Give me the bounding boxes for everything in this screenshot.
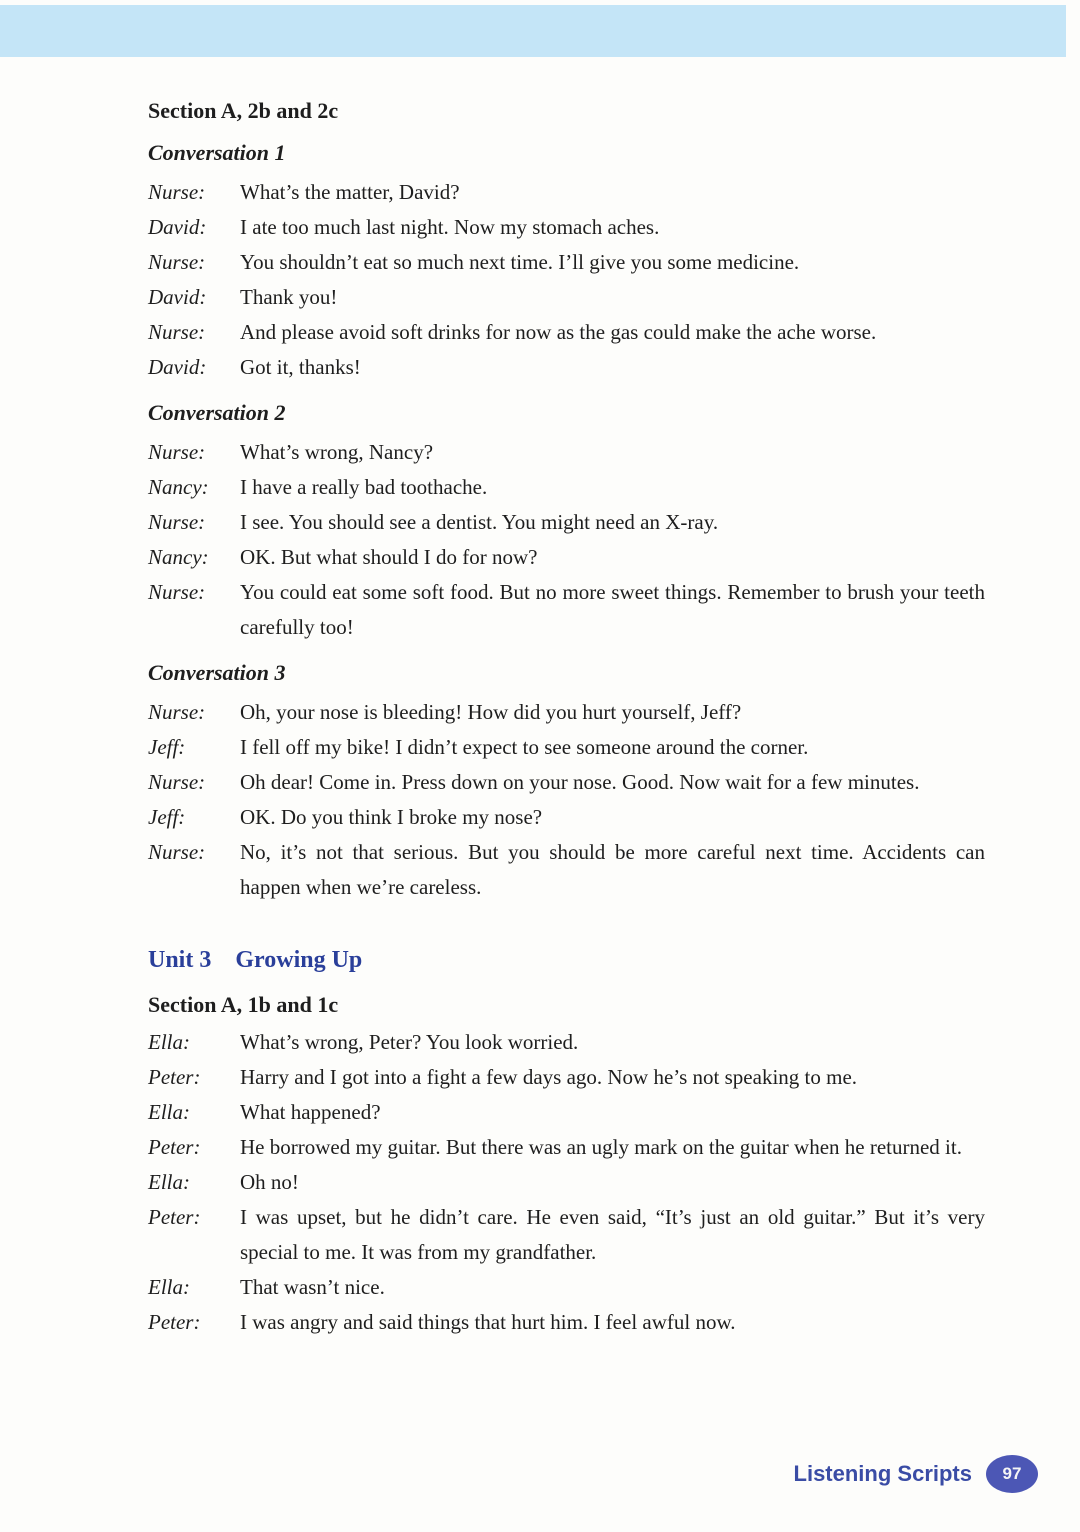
dialogue-row xyxy=(148,1305,985,1340)
footer-label: Listening Scripts xyxy=(793,1461,972,1486)
unit-title: Growing Up xyxy=(235,947,363,973)
utterance-text: Got it, thanks! xyxy=(240,355,361,379)
utterance-text: You shouldn’t eat so much next time. I’ll give you some medicine. xyxy=(240,250,800,274)
speaker-label: Nurse: xyxy=(148,320,206,344)
speaker-label: Ella: xyxy=(148,1030,190,1054)
dialogue-row xyxy=(148,435,985,470)
utterance-text: I fell off my bike! I didn’t expect to see someone around the corner. xyxy=(240,735,809,759)
speaker-label: Peter: xyxy=(148,1065,201,1089)
dialogue-row xyxy=(148,730,985,765)
dialogue-row xyxy=(148,765,985,800)
dialogue-row xyxy=(148,1130,985,1165)
speaker-label: Nurse: xyxy=(148,250,206,274)
speaker-label: Nurse: xyxy=(148,440,206,464)
conversation-3 xyxy=(148,659,985,905)
conversation-3-title: Conversation 3 xyxy=(148,660,286,685)
utterance-text: No, it’s not that serious. But you should be more careful next time. Accidents can happen when we’re careless. xyxy=(240,840,985,899)
dialogue-row xyxy=(148,1200,985,1270)
speaker-label: Ella: xyxy=(148,1275,190,1299)
utterance-text: Oh dear! Come in. Press down on your nose. Good. Now wait for a few minutes. xyxy=(240,770,920,794)
dialogue-row xyxy=(148,350,985,385)
dialogue-row xyxy=(148,505,985,540)
utterance-text: Oh, your nose is bleeding! How did you hurt yourself, Jeff? xyxy=(240,700,742,724)
speaker-label: Nurse: xyxy=(148,700,206,724)
dialogue-row xyxy=(148,695,985,730)
utterance-text: Thank you! xyxy=(240,285,338,309)
dialogue-row xyxy=(148,315,985,350)
page-footer xyxy=(794,1455,1038,1493)
conversation-2-title: Conversation 2 xyxy=(148,400,286,425)
page-number-badge xyxy=(986,1455,1038,1493)
dialogue-row xyxy=(148,800,985,835)
section-heading-1b-1c: Section A, 1b and 1c xyxy=(148,992,339,1017)
listening-scripts-content xyxy=(0,57,1080,1340)
page xyxy=(0,5,1080,1532)
conversation-1-title: Conversation 1 xyxy=(148,140,286,165)
speaker-label: Jeff: xyxy=(148,805,186,829)
page-header-band xyxy=(0,5,1066,57)
dialogue-row xyxy=(148,1270,985,1305)
dialogue-row xyxy=(148,540,985,575)
speaker-label: Nurse: xyxy=(148,840,206,864)
utterance-text: Oh no! xyxy=(240,1170,299,1194)
utterance-text: You could eat some soft food. But no more sweet things. Remember to brush your teeth carefully too! xyxy=(240,580,985,639)
dialogue-row xyxy=(148,175,985,210)
speaker-label: Nurse: xyxy=(148,770,206,794)
utterance-text: What’s the matter, David? xyxy=(240,180,460,204)
speaker-label: Peter: xyxy=(148,1310,201,1334)
utterance-text: I see. You should see a dentist. You might need an X-ray. xyxy=(240,510,719,534)
page-number: 97 xyxy=(1002,1464,1022,1483)
utterance-text: I ate too much last night. Now my stomach aches. xyxy=(240,215,660,239)
dialogue-row xyxy=(148,1165,985,1200)
utterance-text: What happened? xyxy=(240,1100,381,1124)
conversation-1 xyxy=(148,139,985,385)
speaker-label: Peter: xyxy=(148,1205,201,1229)
dialogue-row xyxy=(148,210,985,245)
speaker-label: Jeff: xyxy=(148,735,186,759)
speaker-label: Nancy: xyxy=(148,475,209,499)
unit-3-heading xyxy=(148,945,985,975)
speaker-label: David: xyxy=(148,285,207,309)
unit-number: Unit 3 xyxy=(148,947,212,973)
utterance-text: That wasn’t nice. xyxy=(240,1275,385,1299)
utterance-text: What’s wrong, Nancy? xyxy=(240,440,434,464)
dialogue-row xyxy=(148,1095,985,1130)
speaker-label: Nancy: xyxy=(148,545,209,569)
speaker-label: David: xyxy=(148,215,207,239)
speaker-label: Nurse: xyxy=(148,510,206,534)
utterance-text: OK. Do you think I broke my nose? xyxy=(240,805,543,829)
speaker-label: Peter: xyxy=(148,1135,201,1159)
speaker-label: David: xyxy=(148,355,207,379)
utterance-text: OK. But what should I do for now? xyxy=(240,545,538,569)
utterance-text: Harry and I got into a fight a few days ago. Now he’s not speaking to me. xyxy=(240,1065,858,1089)
utterance-text: I have a really bad toothache. xyxy=(240,475,488,499)
utterance-text: I was angry and said things that hurt him. I feel awful now. xyxy=(240,1310,736,1334)
unit-3-dialogue xyxy=(148,1025,985,1340)
utterance-text: What’s wrong, Peter? You look worried. xyxy=(240,1030,579,1054)
utterance-text: He borrowed my guitar. But there was an ugly mark on the guitar when he returned it. xyxy=(240,1135,962,1159)
dialogue-row xyxy=(148,575,985,645)
dialogue-row xyxy=(148,245,985,280)
speaker-label: Nurse: xyxy=(148,180,206,204)
speaker-label: Ella: xyxy=(148,1170,190,1194)
dialogue-row xyxy=(148,470,985,505)
dialogue-row xyxy=(148,835,985,905)
dialogue-row xyxy=(148,1025,985,1060)
dialogue-row xyxy=(148,1060,985,1095)
utterance-text: And please avoid soft drinks for now as the gas could make the ache worse. xyxy=(240,320,877,344)
section-heading-2b-2c: Section A, 2b and 2c xyxy=(148,98,339,123)
utterance-text: I was upset, but he didn’t care. He even said, “It’s just an old guitar.” But it’s very special to me. It was from my grandfather. xyxy=(240,1205,985,1264)
conversation-2 xyxy=(148,399,985,645)
speaker-label: Nurse: xyxy=(148,580,206,604)
speaker-label: Ella: xyxy=(148,1100,190,1124)
dialogue-row xyxy=(148,280,985,315)
